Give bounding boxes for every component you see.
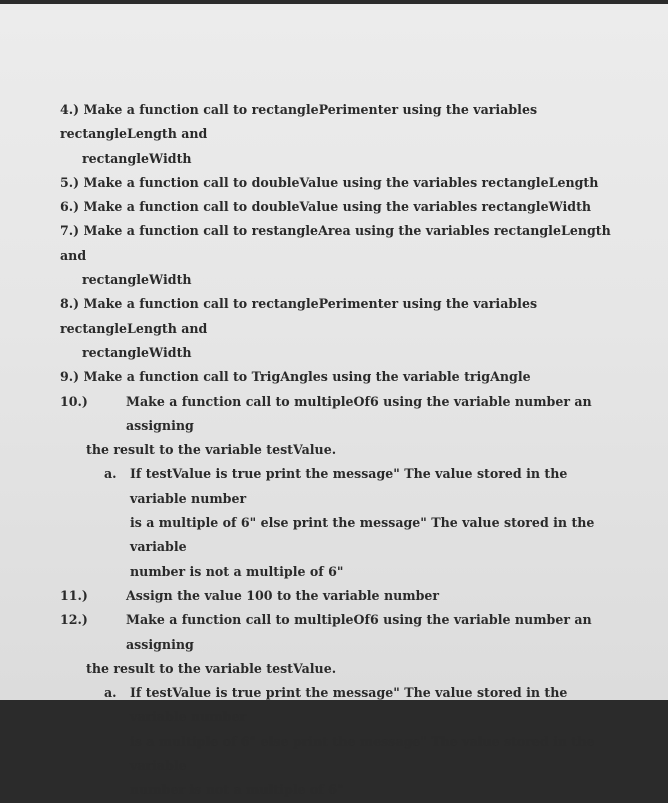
list-item-11	[60, 584, 620, 608]
list-item-9	[60, 365, 620, 389]
item-text: Make a function call to multipleOf6 using the variable number an assigning	[126, 612, 592, 652]
item-number: 6.)	[60, 199, 80, 215]
sub-item-text: is a multiple of 6" else print the message" The value stored in the variable	[130, 515, 595, 555]
sub-item-12a	[60, 681, 620, 802]
item-text: Make a function call to multipleOf6 using the variable number an assigning	[126, 393, 592, 433]
sub-item-text: is a multiple of 6" else print the message" The value stored in the variable	[130, 733, 595, 774]
list-item-8	[60, 292, 620, 365]
item-text: Make a function call to doubleValue using the variables rectangleWidth	[83, 199, 592, 215]
list-item-4	[60, 98, 620, 171]
item-number: 10.)	[60, 393, 88, 409]
item-text: Make a function call to TrigAngles using the variable trigAngle	[83, 369, 531, 385]
item-number: 4.)	[60, 102, 80, 117]
item-text-continued: the result to the variable testValue.	[86, 660, 337, 676]
sub-item-text: If testValue is true print the message" The value stored in the variable number	[130, 466, 568, 506]
item-text: Make a function call to restangleArea using the variables rectangleLength and	[60, 223, 611, 263]
item-text: Make a function call to doubleValue using the variables rectangleLength	[83, 174, 599, 190]
item-text: Assign the value 100 to the variable number	[126, 587, 440, 603]
document-page	[0, 4, 668, 798]
sub-item-text: number is not a multiple of 6"	[130, 563, 344, 579]
list-item-7	[60, 219, 620, 292]
list-item-10	[60, 390, 620, 463]
item-text-continued: rectangleWidth	[82, 344, 192, 360]
list-item-12	[60, 608, 620, 681]
sub-item-letter: a.	[104, 685, 117, 701]
sub-item-10a	[60, 462, 620, 583]
instruction-list	[60, 98, 620, 803]
sub-item-text: If testValue is true print the message" The value stored in the variable number	[130, 685, 568, 725]
item-text: Make a function call to rectanglePerimenter using the variables rectangleLength and	[60, 296, 538, 336]
item-number: 9.)	[60, 369, 80, 385]
item-text-continued: the result to the variable testValue.	[86, 442, 337, 458]
list-item-5	[60, 171, 620, 195]
item-text-continued: rectangleWidth	[82, 150, 192, 166]
item-text-continued: rectangleWidth	[82, 272, 192, 288]
sub-item-letter: a.	[104, 466, 117, 482]
sub-item-text: number is not a multiple of 6"	[130, 782, 344, 798]
item-number: 5.)	[60, 174, 80, 190]
item-text: Make a function call to rectanglePerimenter using the variables rectangleLength and	[60, 102, 538, 142]
item-number: 11.)	[60, 587, 88, 603]
item-number: 8.)	[60, 296, 80, 312]
item-number: 12.)	[60, 612, 88, 628]
item-number: 7.)	[60, 223, 80, 239]
list-item-6	[60, 195, 620, 219]
